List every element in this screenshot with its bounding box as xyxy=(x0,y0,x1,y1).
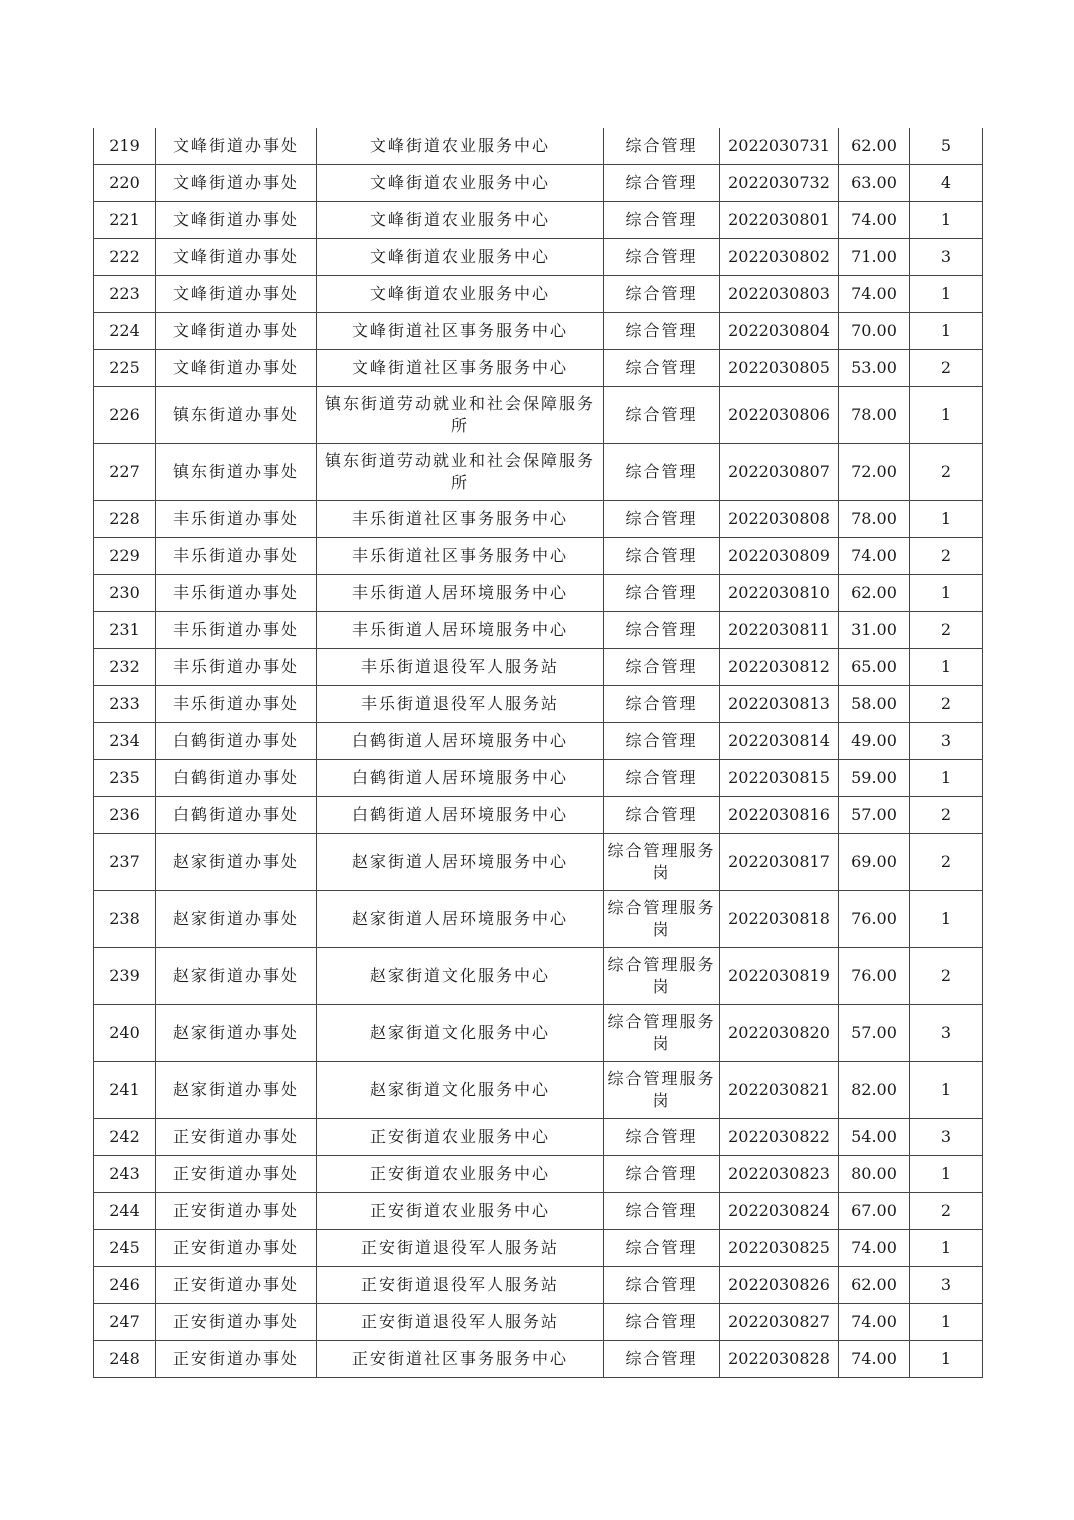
office-cell: 丰乐街道办事处 xyxy=(156,649,317,686)
post-cell: 综合管理服务岗 xyxy=(604,1062,720,1119)
exam-id-cell: 2022030732 xyxy=(720,165,839,202)
table-row xyxy=(94,575,983,612)
score-cell: 74.00 xyxy=(839,202,910,239)
unit-cell: 丰乐街道退役军人服务站 xyxy=(317,686,604,723)
unit-cell: 正安街道农业服务中心 xyxy=(317,1156,604,1193)
exam-id-cell: 2022030822 xyxy=(720,1119,839,1156)
post-cell: 综合管理 xyxy=(604,686,720,723)
score-cell: 82.00 xyxy=(839,1062,910,1119)
office-cell: 正安街道办事处 xyxy=(156,1267,317,1304)
unit-cell: 白鹤街道人居环境服务中心 xyxy=(317,760,604,797)
table-row xyxy=(94,276,983,313)
table-row xyxy=(94,1267,983,1304)
row-number-cell: 244 xyxy=(94,1193,156,1230)
row-number-cell: 236 xyxy=(94,797,156,834)
office-cell: 正安街道办事处 xyxy=(156,1193,317,1230)
exam-id-cell: 2022030809 xyxy=(720,538,839,575)
rank-cell: 2 xyxy=(910,538,983,575)
row-number-cell: 230 xyxy=(94,575,156,612)
post-cell: 综合管理 xyxy=(604,723,720,760)
rank-cell: 3 xyxy=(910,723,983,760)
table-row xyxy=(94,834,983,891)
row-number-cell: 222 xyxy=(94,239,156,276)
rank-cell: 1 xyxy=(910,501,983,538)
exam-id-cell: 2022030824 xyxy=(720,1193,839,1230)
rank-cell: 1 xyxy=(910,1341,983,1378)
table-row xyxy=(94,649,983,686)
rank-cell: 2 xyxy=(910,834,983,891)
row-number-cell: 226 xyxy=(94,387,156,444)
table-row xyxy=(94,612,983,649)
post-cell: 综合管理 xyxy=(604,1156,720,1193)
exam-id-cell: 2022030821 xyxy=(720,1062,839,1119)
rank-cell: 1 xyxy=(910,575,983,612)
rank-cell: 3 xyxy=(910,1267,983,1304)
post-cell: 综合管理服务岗 xyxy=(604,891,720,948)
post-cell: 综合管理 xyxy=(604,1341,720,1378)
exam-id-cell: 2022030823 xyxy=(720,1156,839,1193)
office-cell: 白鹤街道办事处 xyxy=(156,760,317,797)
rank-cell: 1 xyxy=(910,387,983,444)
results-table xyxy=(93,128,983,1378)
table-row xyxy=(94,723,983,760)
post-cell: 综合管理 xyxy=(604,649,720,686)
exam-id-cell: 2022030827 xyxy=(720,1304,839,1341)
score-cell: 49.00 xyxy=(839,723,910,760)
office-cell: 正安街道办事处 xyxy=(156,1119,317,1156)
office-cell: 正安街道办事处 xyxy=(156,1156,317,1193)
score-cell: 31.00 xyxy=(839,612,910,649)
table-row xyxy=(94,165,983,202)
table-row xyxy=(94,202,983,239)
row-number-cell: 228 xyxy=(94,501,156,538)
score-cell: 72.00 xyxy=(839,444,910,501)
post-cell: 综合管理 xyxy=(604,202,720,239)
office-cell: 镇东街道办事处 xyxy=(156,444,317,501)
row-number-cell: 220 xyxy=(94,165,156,202)
exam-id-cell: 2022030828 xyxy=(720,1341,839,1378)
score-cell: 57.00 xyxy=(839,1005,910,1062)
score-cell: 71.00 xyxy=(839,239,910,276)
row-number-cell: 248 xyxy=(94,1341,156,1378)
post-cell: 综合管理 xyxy=(604,501,720,538)
unit-cell: 正安街道退役军人服务站 xyxy=(317,1304,604,1341)
exam-id-cell: 2022030819 xyxy=(720,948,839,1005)
results-table-page xyxy=(93,128,982,1378)
table-row xyxy=(94,239,983,276)
rank-cell: 3 xyxy=(910,1005,983,1062)
score-cell: 74.00 xyxy=(839,538,910,575)
row-number-cell: 227 xyxy=(94,444,156,501)
office-cell: 正安街道办事处 xyxy=(156,1341,317,1378)
rank-cell: 1 xyxy=(910,649,983,686)
row-number-cell: 246 xyxy=(94,1267,156,1304)
office-cell: 文峰街道办事处 xyxy=(156,202,317,239)
office-cell: 丰乐街道办事处 xyxy=(156,612,317,649)
unit-cell: 赵家街道人居环境服务中心 xyxy=(317,891,604,948)
row-number-cell: 238 xyxy=(94,891,156,948)
unit-cell: 赵家街道人居环境服务中心 xyxy=(317,834,604,891)
exam-id-cell: 2022030731 xyxy=(720,128,839,165)
rank-cell: 2 xyxy=(910,444,983,501)
table-row xyxy=(94,1230,983,1267)
score-cell: 70.00 xyxy=(839,313,910,350)
table-row xyxy=(94,1005,983,1062)
post-cell: 综合管理 xyxy=(604,1267,720,1304)
post-cell: 综合管理 xyxy=(604,538,720,575)
post-cell: 综合管理 xyxy=(604,612,720,649)
office-cell: 文峰街道办事处 xyxy=(156,350,317,387)
rank-cell: 2 xyxy=(910,948,983,1005)
row-number-cell: 237 xyxy=(94,834,156,891)
post-cell: 综合管理 xyxy=(604,128,720,165)
score-cell: 67.00 xyxy=(839,1193,910,1230)
rank-cell: 4 xyxy=(910,165,983,202)
unit-cell: 镇东街道劳动就业和社会保障服务所 xyxy=(317,387,604,444)
table-row xyxy=(94,686,983,723)
rank-cell: 1 xyxy=(910,202,983,239)
exam-id-cell: 2022030810 xyxy=(720,575,839,612)
post-cell: 综合管理 xyxy=(604,1230,720,1267)
table-row xyxy=(94,891,983,948)
table-row xyxy=(94,1156,983,1193)
office-cell: 赵家街道办事处 xyxy=(156,891,317,948)
row-number-cell: 225 xyxy=(94,350,156,387)
exam-id-cell: 2022030803 xyxy=(720,276,839,313)
post-cell: 综合管理 xyxy=(604,760,720,797)
score-cell: 62.00 xyxy=(839,128,910,165)
office-cell: 赵家街道办事处 xyxy=(156,948,317,1005)
row-number-cell: 231 xyxy=(94,612,156,649)
exam-id-cell: 2022030802 xyxy=(720,239,839,276)
exam-id-cell: 2022030825 xyxy=(720,1230,839,1267)
office-cell: 文峰街道办事处 xyxy=(156,276,317,313)
rank-cell: 2 xyxy=(910,350,983,387)
post-cell: 综合管理 xyxy=(604,575,720,612)
exam-id-cell: 2022030805 xyxy=(720,350,839,387)
exam-id-cell: 2022030806 xyxy=(720,387,839,444)
row-number-cell: 245 xyxy=(94,1230,156,1267)
rank-cell: 1 xyxy=(910,1304,983,1341)
row-number-cell: 221 xyxy=(94,202,156,239)
post-cell: 综合管理服务岗 xyxy=(604,834,720,891)
unit-cell: 赵家街道文化服务中心 xyxy=(317,1005,604,1062)
score-cell: 69.00 xyxy=(839,834,910,891)
unit-cell: 丰乐街道社区事务服务中心 xyxy=(317,501,604,538)
row-number-cell: 243 xyxy=(94,1156,156,1193)
unit-cell: 文峰街道农业服务中心 xyxy=(317,239,604,276)
rank-cell: 2 xyxy=(910,612,983,649)
exam-id-cell: 2022030801 xyxy=(720,202,839,239)
row-number-cell: 247 xyxy=(94,1304,156,1341)
unit-cell: 白鹤街道人居环境服务中心 xyxy=(317,723,604,760)
rank-cell: 1 xyxy=(910,760,983,797)
row-number-cell: 219 xyxy=(94,128,156,165)
exam-id-cell: 2022030818 xyxy=(720,891,839,948)
score-cell: 62.00 xyxy=(839,1267,910,1304)
score-cell: 63.00 xyxy=(839,165,910,202)
exam-id-cell: 2022030811 xyxy=(720,612,839,649)
row-number-cell: 234 xyxy=(94,723,156,760)
office-cell: 白鹤街道办事处 xyxy=(156,797,317,834)
office-cell: 丰乐街道办事处 xyxy=(156,686,317,723)
post-cell: 综合管理 xyxy=(604,276,720,313)
office-cell: 文峰街道办事处 xyxy=(156,128,317,165)
exam-id-cell: 2022030820 xyxy=(720,1005,839,1062)
post-cell: 综合管理服务岗 xyxy=(604,1005,720,1062)
score-cell: 78.00 xyxy=(839,501,910,538)
office-cell: 赵家街道办事处 xyxy=(156,1062,317,1119)
exam-id-cell: 2022030826 xyxy=(720,1267,839,1304)
unit-cell: 文峰街道社区事务服务中心 xyxy=(317,350,604,387)
rank-cell: 2 xyxy=(910,797,983,834)
post-cell: 综合管理 xyxy=(604,313,720,350)
office-cell: 正安街道办事处 xyxy=(156,1230,317,1267)
post-cell: 综合管理 xyxy=(604,444,720,501)
post-cell: 综合管理 xyxy=(604,239,720,276)
post-cell: 综合管理 xyxy=(604,1304,720,1341)
unit-cell: 文峰街道农业服务中心 xyxy=(317,128,604,165)
score-cell: 65.00 xyxy=(839,649,910,686)
post-cell: 综合管理 xyxy=(604,387,720,444)
table-row xyxy=(94,1062,983,1119)
unit-cell: 镇东街道劳动就业和社会保障服务所 xyxy=(317,444,604,501)
row-number-cell: 242 xyxy=(94,1119,156,1156)
unit-cell: 丰乐街道退役军人服务站 xyxy=(317,649,604,686)
office-cell: 镇东街道办事处 xyxy=(156,387,317,444)
score-cell: 76.00 xyxy=(839,891,910,948)
exam-id-cell: 2022030814 xyxy=(720,723,839,760)
post-cell: 综合管理 xyxy=(604,1193,720,1230)
score-cell: 76.00 xyxy=(839,948,910,1005)
office-cell: 赵家街道办事处 xyxy=(156,834,317,891)
table-row xyxy=(94,1193,983,1230)
table-row xyxy=(94,797,983,834)
office-cell: 丰乐街道办事处 xyxy=(156,575,317,612)
post-cell: 综合管理 xyxy=(604,350,720,387)
office-cell: 赵家街道办事处 xyxy=(156,1005,317,1062)
unit-cell: 文峰街道农业服务中心 xyxy=(317,276,604,313)
score-cell: 74.00 xyxy=(839,1230,910,1267)
unit-cell: 赵家街道文化服务中心 xyxy=(317,948,604,1005)
rank-cell: 1 xyxy=(910,276,983,313)
score-cell: 62.00 xyxy=(839,575,910,612)
unit-cell: 正安街道农业服务中心 xyxy=(317,1193,604,1230)
office-cell: 白鹤街道办事处 xyxy=(156,723,317,760)
row-number-cell: 223 xyxy=(94,276,156,313)
rank-cell: 2 xyxy=(910,1193,983,1230)
table-row xyxy=(94,501,983,538)
table-body xyxy=(94,128,983,1378)
post-cell: 综合管理 xyxy=(604,797,720,834)
unit-cell: 正安街道退役军人服务站 xyxy=(317,1267,604,1304)
exam-id-cell: 2022030817 xyxy=(720,834,839,891)
table-row xyxy=(94,948,983,1005)
row-number-cell: 233 xyxy=(94,686,156,723)
office-cell: 丰乐街道办事处 xyxy=(156,501,317,538)
table-row xyxy=(94,760,983,797)
unit-cell: 丰乐街道人居环境服务中心 xyxy=(317,575,604,612)
exam-id-cell: 2022030813 xyxy=(720,686,839,723)
office-cell: 正安街道办事处 xyxy=(156,1304,317,1341)
rank-cell: 1 xyxy=(910,313,983,350)
unit-cell: 丰乐街道社区事务服务中心 xyxy=(317,538,604,575)
table-row xyxy=(94,538,983,575)
unit-cell: 文峰街道农业服务中心 xyxy=(317,202,604,239)
score-cell: 78.00 xyxy=(839,387,910,444)
row-number-cell: 232 xyxy=(94,649,156,686)
post-cell: 综合管理 xyxy=(604,165,720,202)
unit-cell: 白鹤街道人居环境服务中心 xyxy=(317,797,604,834)
rank-cell: 1 xyxy=(910,1062,983,1119)
exam-id-cell: 2022030804 xyxy=(720,313,839,350)
exam-id-cell: 2022030807 xyxy=(720,444,839,501)
table-row xyxy=(94,350,983,387)
score-cell: 80.00 xyxy=(839,1156,910,1193)
score-cell: 59.00 xyxy=(839,760,910,797)
exam-id-cell: 2022030808 xyxy=(720,501,839,538)
office-cell: 丰乐街道办事处 xyxy=(156,538,317,575)
unit-cell: 赵家街道文化服务中心 xyxy=(317,1062,604,1119)
table-row xyxy=(94,1341,983,1378)
rank-cell: 2 xyxy=(910,686,983,723)
rank-cell: 3 xyxy=(910,1119,983,1156)
row-number-cell: 239 xyxy=(94,948,156,1005)
table-row xyxy=(94,128,983,165)
rank-cell: 1 xyxy=(910,891,983,948)
table-row xyxy=(94,444,983,501)
unit-cell: 正安街道社区事务服务中心 xyxy=(317,1341,604,1378)
office-cell: 文峰街道办事处 xyxy=(156,165,317,202)
score-cell: 74.00 xyxy=(839,1304,910,1341)
row-number-cell: 229 xyxy=(94,538,156,575)
score-cell: 57.00 xyxy=(839,797,910,834)
post-cell: 综合管理服务岗 xyxy=(604,948,720,1005)
unit-cell: 文峰街道社区事务服务中心 xyxy=(317,313,604,350)
table-row xyxy=(94,1119,983,1156)
exam-id-cell: 2022030815 xyxy=(720,760,839,797)
office-cell: 文峰街道办事处 xyxy=(156,313,317,350)
score-cell: 58.00 xyxy=(839,686,910,723)
row-number-cell: 241 xyxy=(94,1062,156,1119)
exam-id-cell: 2022030812 xyxy=(720,649,839,686)
row-number-cell: 224 xyxy=(94,313,156,350)
post-cell: 综合管理 xyxy=(604,1119,720,1156)
score-cell: 74.00 xyxy=(839,276,910,313)
score-cell: 74.00 xyxy=(839,1341,910,1378)
unit-cell: 文峰街道农业服务中心 xyxy=(317,165,604,202)
rank-cell: 3 xyxy=(910,239,983,276)
table-row xyxy=(94,313,983,350)
exam-id-cell: 2022030816 xyxy=(720,797,839,834)
rank-cell: 1 xyxy=(910,1230,983,1267)
rank-cell: 5 xyxy=(910,128,983,165)
score-cell: 53.00 xyxy=(839,350,910,387)
unit-cell: 正安街道农业服务中心 xyxy=(317,1119,604,1156)
unit-cell: 丰乐街道人居环境服务中心 xyxy=(317,612,604,649)
rank-cell: 1 xyxy=(910,1156,983,1193)
table-row xyxy=(94,1304,983,1341)
score-cell: 54.00 xyxy=(839,1119,910,1156)
table-row xyxy=(94,387,983,444)
row-number-cell: 240 xyxy=(94,1005,156,1062)
row-number-cell: 235 xyxy=(94,760,156,797)
unit-cell: 正安街道退役军人服务站 xyxy=(317,1230,604,1267)
office-cell: 文峰街道办事处 xyxy=(156,239,317,276)
